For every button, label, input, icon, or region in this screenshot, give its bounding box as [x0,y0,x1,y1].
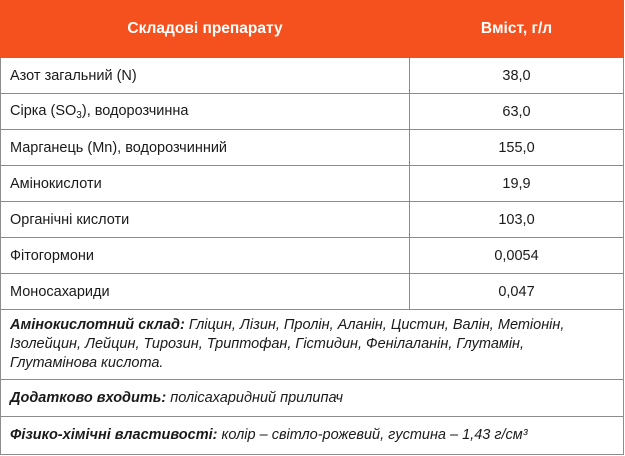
table-row [1,202,624,238]
note-amino-label: Амінокислотний склад: [10,317,185,333]
note-physchem [1,417,624,455]
header-component: Складові препарату [1,1,410,58]
row-value: 63,0 [410,94,624,130]
row-value: 19,9 [410,166,624,202]
row-value: 103,0 [410,202,624,238]
note-additional [1,380,624,417]
row-name-part: Сірка (SO [10,102,77,119]
row-value: 0,047 [410,274,624,310]
note-amino [1,310,624,380]
row-name: Азот загальний (N) [1,58,410,94]
note-additional-text: полісахаридний прилипач [166,389,344,406]
row-name: Моносахариди [1,274,410,310]
row-name-part: ), водорозчинна [81,102,189,119]
table-row [1,94,624,130]
note-physchem-label: Фізико-хімічні властивості: [10,427,218,443]
note-physchem-text: колір – світло-рожевий, густина – 1,43 г/см³ [217,427,528,443]
row-value: 0,0054 [410,238,624,274]
table-header-row [1,1,624,58]
table-row [1,238,624,274]
note-additional-label: Додатково входить: [10,389,167,406]
subscript: 3 [76,109,82,121]
row-name: Органічні кислоти [1,202,410,238]
row-name: Фітогормони [1,238,410,274]
table-row [1,130,624,166]
note-amino-text: Гліцин, Лізин, Пролін, Аланін, Цистин, Валін, Метіонін, Ізолейцин, Лейцин, Тирозин, Триптофан, Гістидин, Фенілаланін, Глутамін, Глутамінова кислота. [10,317,565,371]
header-content: Вміст, г/л [410,1,624,58]
row-name: Амінокислоти [1,166,410,202]
note-row-physchem [1,417,624,455]
table-row [1,166,624,202]
note-row-amino [1,310,624,380]
row-value: 38,0 [410,58,624,94]
note-row-additional [1,380,624,417]
table-row [1,58,624,94]
row-name: Марганець (Mn), водорозчинний [1,130,410,166]
row-value: 155,0 [410,130,624,166]
table-row [1,274,624,310]
row-name [1,94,410,130]
